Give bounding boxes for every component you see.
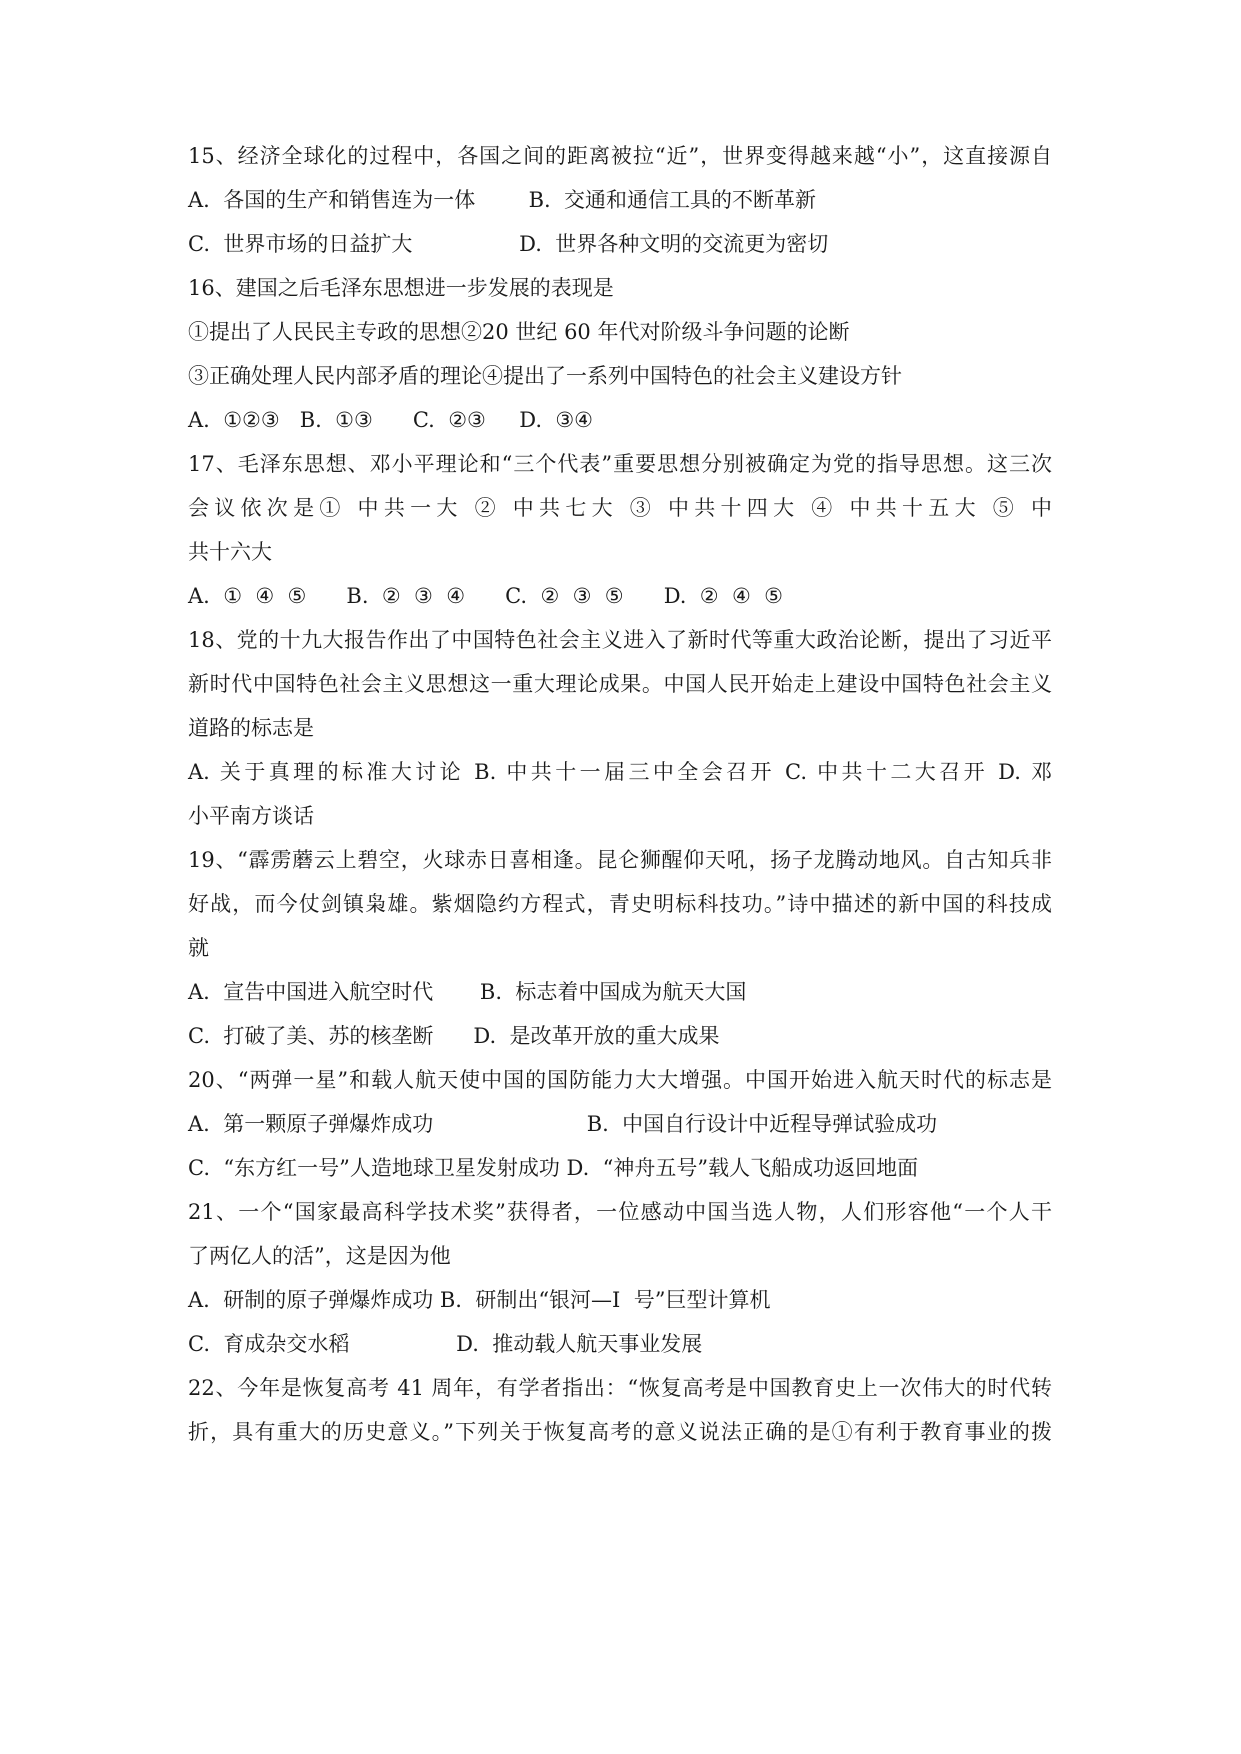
q19-stem: 19、“霹雳蘑云上碧空，火球赤日喜相逢。昆仑狮醒仰天吼，扬子龙腾动地风。自古知兵非 bbox=[188, 848, 1052, 872]
q19-stem-end: 就 bbox=[188, 936, 209, 960]
q20-options-cd: C. “东方红一号”人造地球卫星发射成功 D. “神舟五号”载人飞船成功返回地面 bbox=[188, 1156, 919, 1180]
q22-stem-cont: 折，具有重大的历史意义。”下列关于恢复高考的意义说法正确的是①有利于教育事业的拨 bbox=[188, 1420, 1052, 1444]
q15-options-cd: C. 世界市场的日益扩大 D. 世界各种文明的交流更为密切 bbox=[188, 232, 829, 256]
q20-stem: 20、“两弹一星”和载人航天使中国的国防能力大大增强。中国开始进入航天时代的标志是 bbox=[188, 1068, 1052, 1092]
q21-stem-end: 了两亿人的活”，这是因为他 bbox=[188, 1244, 451, 1268]
q21-options-ab: A. 研制的原子弹爆炸成功 B. 研制出“银河—Ⅰ 号”巨型计算机 bbox=[188, 1288, 771, 1312]
q16-item-3-4: ③正确处理人民内部矛盾的理论④提出了一系列中国特色的社会主义建设方针 bbox=[188, 364, 902, 388]
q15-stem: 15、经济全球化的过程中，各国之间的距离被拉“近”，世界变得越来越“小”，这直接源自 bbox=[188, 144, 1052, 168]
q18-stem-end: 道路的标志是 bbox=[188, 716, 314, 740]
q16-options: A. ①②③ B. ①③ C. ②③ D. ③④ bbox=[188, 408, 593, 432]
q20-options-ab: A. 第一颗原子弹爆炸成功 B. 中国自行设计中近程导弹试验成功 bbox=[188, 1112, 938, 1136]
q17-options: A. ① ④ ⑤ B. ② ③ ④ C. ② ③ ⑤ D. ② ④ ⑤ bbox=[188, 584, 783, 608]
q18-options: A. 关于真理的标准大讨论 B. 中共十一届三中全会召开 C. 中共十二大召开 D. 邓 bbox=[188, 760, 1052, 784]
q17-stem: 17、毛泽东思想、邓小平理论和“三个代表”重要思想分别被确定为党的指导思想。这三次 bbox=[188, 452, 1052, 476]
q16-item-1-2: ①提出了人民民主专政的思想②20 世纪 60 年代对阶级斗争问题的论断 bbox=[188, 320, 850, 344]
q19-options-ab: A. 宣告中国进入航空时代 B. 标志着中国成为航天大国 bbox=[188, 980, 747, 1004]
q18-stem-cont: 新时代中国特色社会主义思想这一重大理论成果。中国人民开始走上建设中国特色社会主义 bbox=[188, 672, 1052, 696]
q17-stem-end: 共十六大 bbox=[188, 540, 272, 564]
q22-stem: 22、今年是恢复高考 41 周年，有学者指出：“恢复高考是中国教育史上一次伟大的时代转 bbox=[188, 1376, 1052, 1400]
q16-stem: 16、建国之后毛泽东思想进一步发展的表现是 bbox=[188, 276, 614, 300]
q21-stem: 21、一个“国家最高科学技术奖”获得者，一位感动中国当选人物，人们形容他“一个人干 bbox=[188, 1200, 1052, 1224]
q18-stem: 18、党的十九大报告作出了中国特色社会主义进入了新时代等重大政治论断，提出了习近平 bbox=[188, 628, 1052, 652]
q19-options-cd: C. 打破了美、苏的核垄断 D. 是改革开放的重大成果 bbox=[188, 1024, 720, 1048]
q19-stem-cont: 好战，而今仗剑镇枭雄。紫烟隐约方程式，青史明标科技功。”诗中描述的新中国的科技成 bbox=[188, 892, 1052, 916]
q15-options-ab: A. 各国的生产和销售连为一体 B. 交通和通信工具的不断革新 bbox=[188, 188, 817, 212]
q17-stem-cont: 会议依次是① 中共一大 ② 中共七大 ③ 中共十四大 ④ 中共十五大 ⑤ 中 bbox=[188, 496, 1052, 520]
q21-options-cd: C. 育成杂交水稻 D. 推动载人航天事业发展 bbox=[188, 1332, 703, 1356]
q18-options-cont: 小平南方谈话 bbox=[188, 804, 314, 828]
